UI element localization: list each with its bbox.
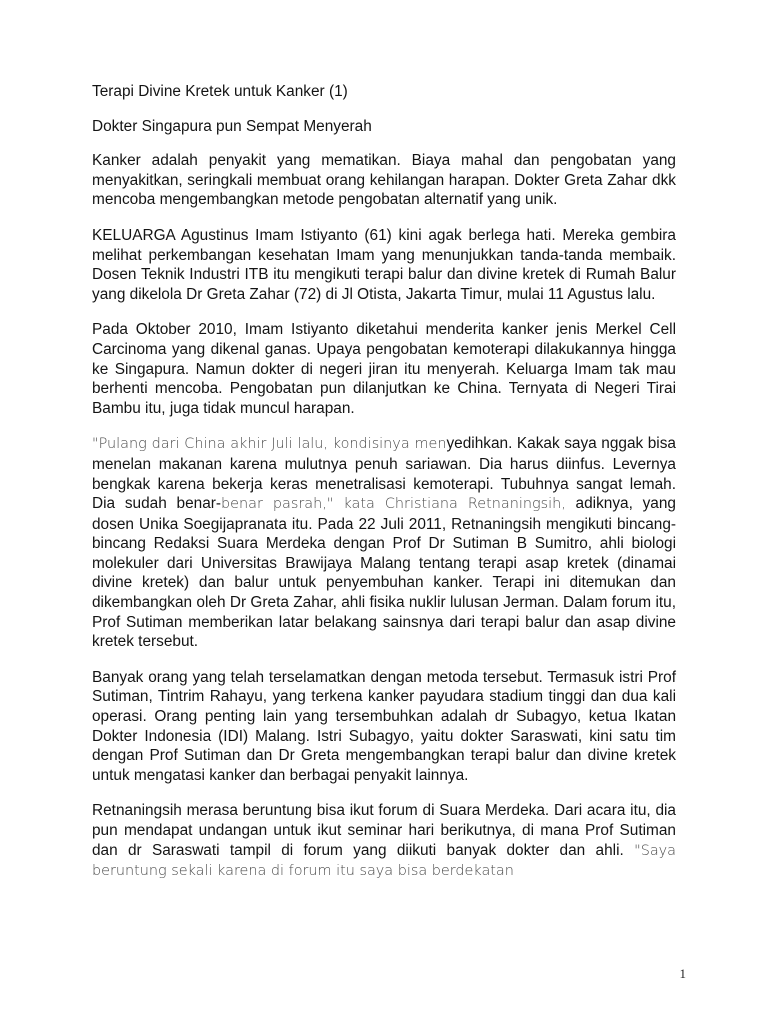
paragraph-quote	[92, 434, 676, 652]
paragraph-keluarga: KELUARGA Agustinus Imam Istiyanto (61) kini agak berlega hati. Mereka gembira melihat perkembangan kesehatan Imam yang menunjukkan tanda-tanda membaik. Dosen Teknik Industri ITB itu mengikuti terapi balur dan divine kretek di Rumah Balur yang dikelola Dr Greta Zahar (72) di Jl Otista, Jakarta Timur, mulai 11 Agustus lalu.	[92, 226, 676, 303]
paragraph-retnaningsih	[92, 801, 676, 881]
paragraph-intro: Kanker adalah penyakit yang mematikan. Biaya mahal dan pengobatan yang menyakitkan, seringkali membuat orang kehilangan harapan. Dokter Greta Zahar dkk mencoba mengembangkan metode pengobatan alternatif yang unik.	[92, 152, 676, 209]
last-normal-text: Retnaningsih merasa beruntung bisa ikut forum di Suara Merdeka. Dari acara itu, dia pun mendapat undangan untuk ikut seminar hari berikutnya, di mana Prof Sutiman dan dr Saraswati tampil di forum yang diikuti banyak dokter dan ahli.	[92, 802, 676, 859]
paragraph-oktober: Pada Oktober 2010, Imam Istiyanto diketahui menderita kanker jenis Merkel Cell Carcinoma yang dikenal ganas. Upaya pengobatan kemoterapi dilakukannya hingga ke Singapura. Namun dokter di negeri jiran itu menyerah. Keluarga Imam tak mau berhenti mencoba. Pengobatan pun dilanjutkan ke China. Ternyata di Negeri Tirai Bambu itu, juga tidak muncul harapan.	[92, 321, 676, 417]
article-title: Terapi Divine Kretek untuk Kanker (1)	[92, 83, 348, 100]
article-subtitle: Dokter Singapura pun Sempat Menyerah	[92, 117, 372, 135]
paragraph-banyak-orang: Banyak orang yang telah terselamatkan dengan metoda tersebut. Termasuk istri Prof Sutiman, Tintrim Rahayu, yang terkena kanker payudara stadium tinggi dan dua kali operasi. Orang penting lain yang tersembuhkan adalah dr Subagyo, ketua Ikatan Dokter Indonesia (IDI) Malang. Istri Subagyo, yaitu dokter Saraswati, kini satu tim dengan Prof Sutiman dan Dr Greta mengembangkan terapi balur dan divine kretek untuk mengatasi kanker dan berbagai penyakit lainnya.	[92, 668, 676, 784]
document-page	[92, 82, 676, 898]
quote-light-text-1: "Pulang dari China akhir Juli lalu, kondisinya men	[92, 436, 447, 453]
quote-light-text-2: benar pasrah," kata Christiana Retnaningsih,	[221, 496, 566, 513]
quote-normal-text-1: yedihkan. Kakak saya nggak bisa menelan makanan karena mulutnya penuh sariawan. Dia harus diinfus. Levernya bengkak karena bekerja keras menetralisasi kemoterapi. Tubuhnya sangat lemah. Dia sudah benar-	[92, 435, 676, 513]
last-light-text: "Saya beruntung sekali karena di forum itu saya bisa berdekatan	[92, 842, 676, 880]
page-number: 1	[679, 966, 686, 981]
quote-normal-text-2: adiknya, yang dosen Unika Soegijapranata itu. Pada 22 Juli 2011, Retnaningsih mengikuti bincang-bincang Redaksi Suara Merdeka dengan Prof Dr Sutiman B Sumitro, ahli biologi molekuler dari Universitas Brawijaya Malang tentang terapi asap kretek (dinamai divine kretek) dan balur untuk penyembuhan kanker. Terapi ini ditemukan dan dikembangkan oleh Dr Greta Zahar, ahli fisika nuklir lulusan Jerman. Dalam forum itu, Prof Sutiman memberikan latar belakang sainsnya dari terapi balur dan asap divine kretek tersebut.	[92, 495, 676, 651]
